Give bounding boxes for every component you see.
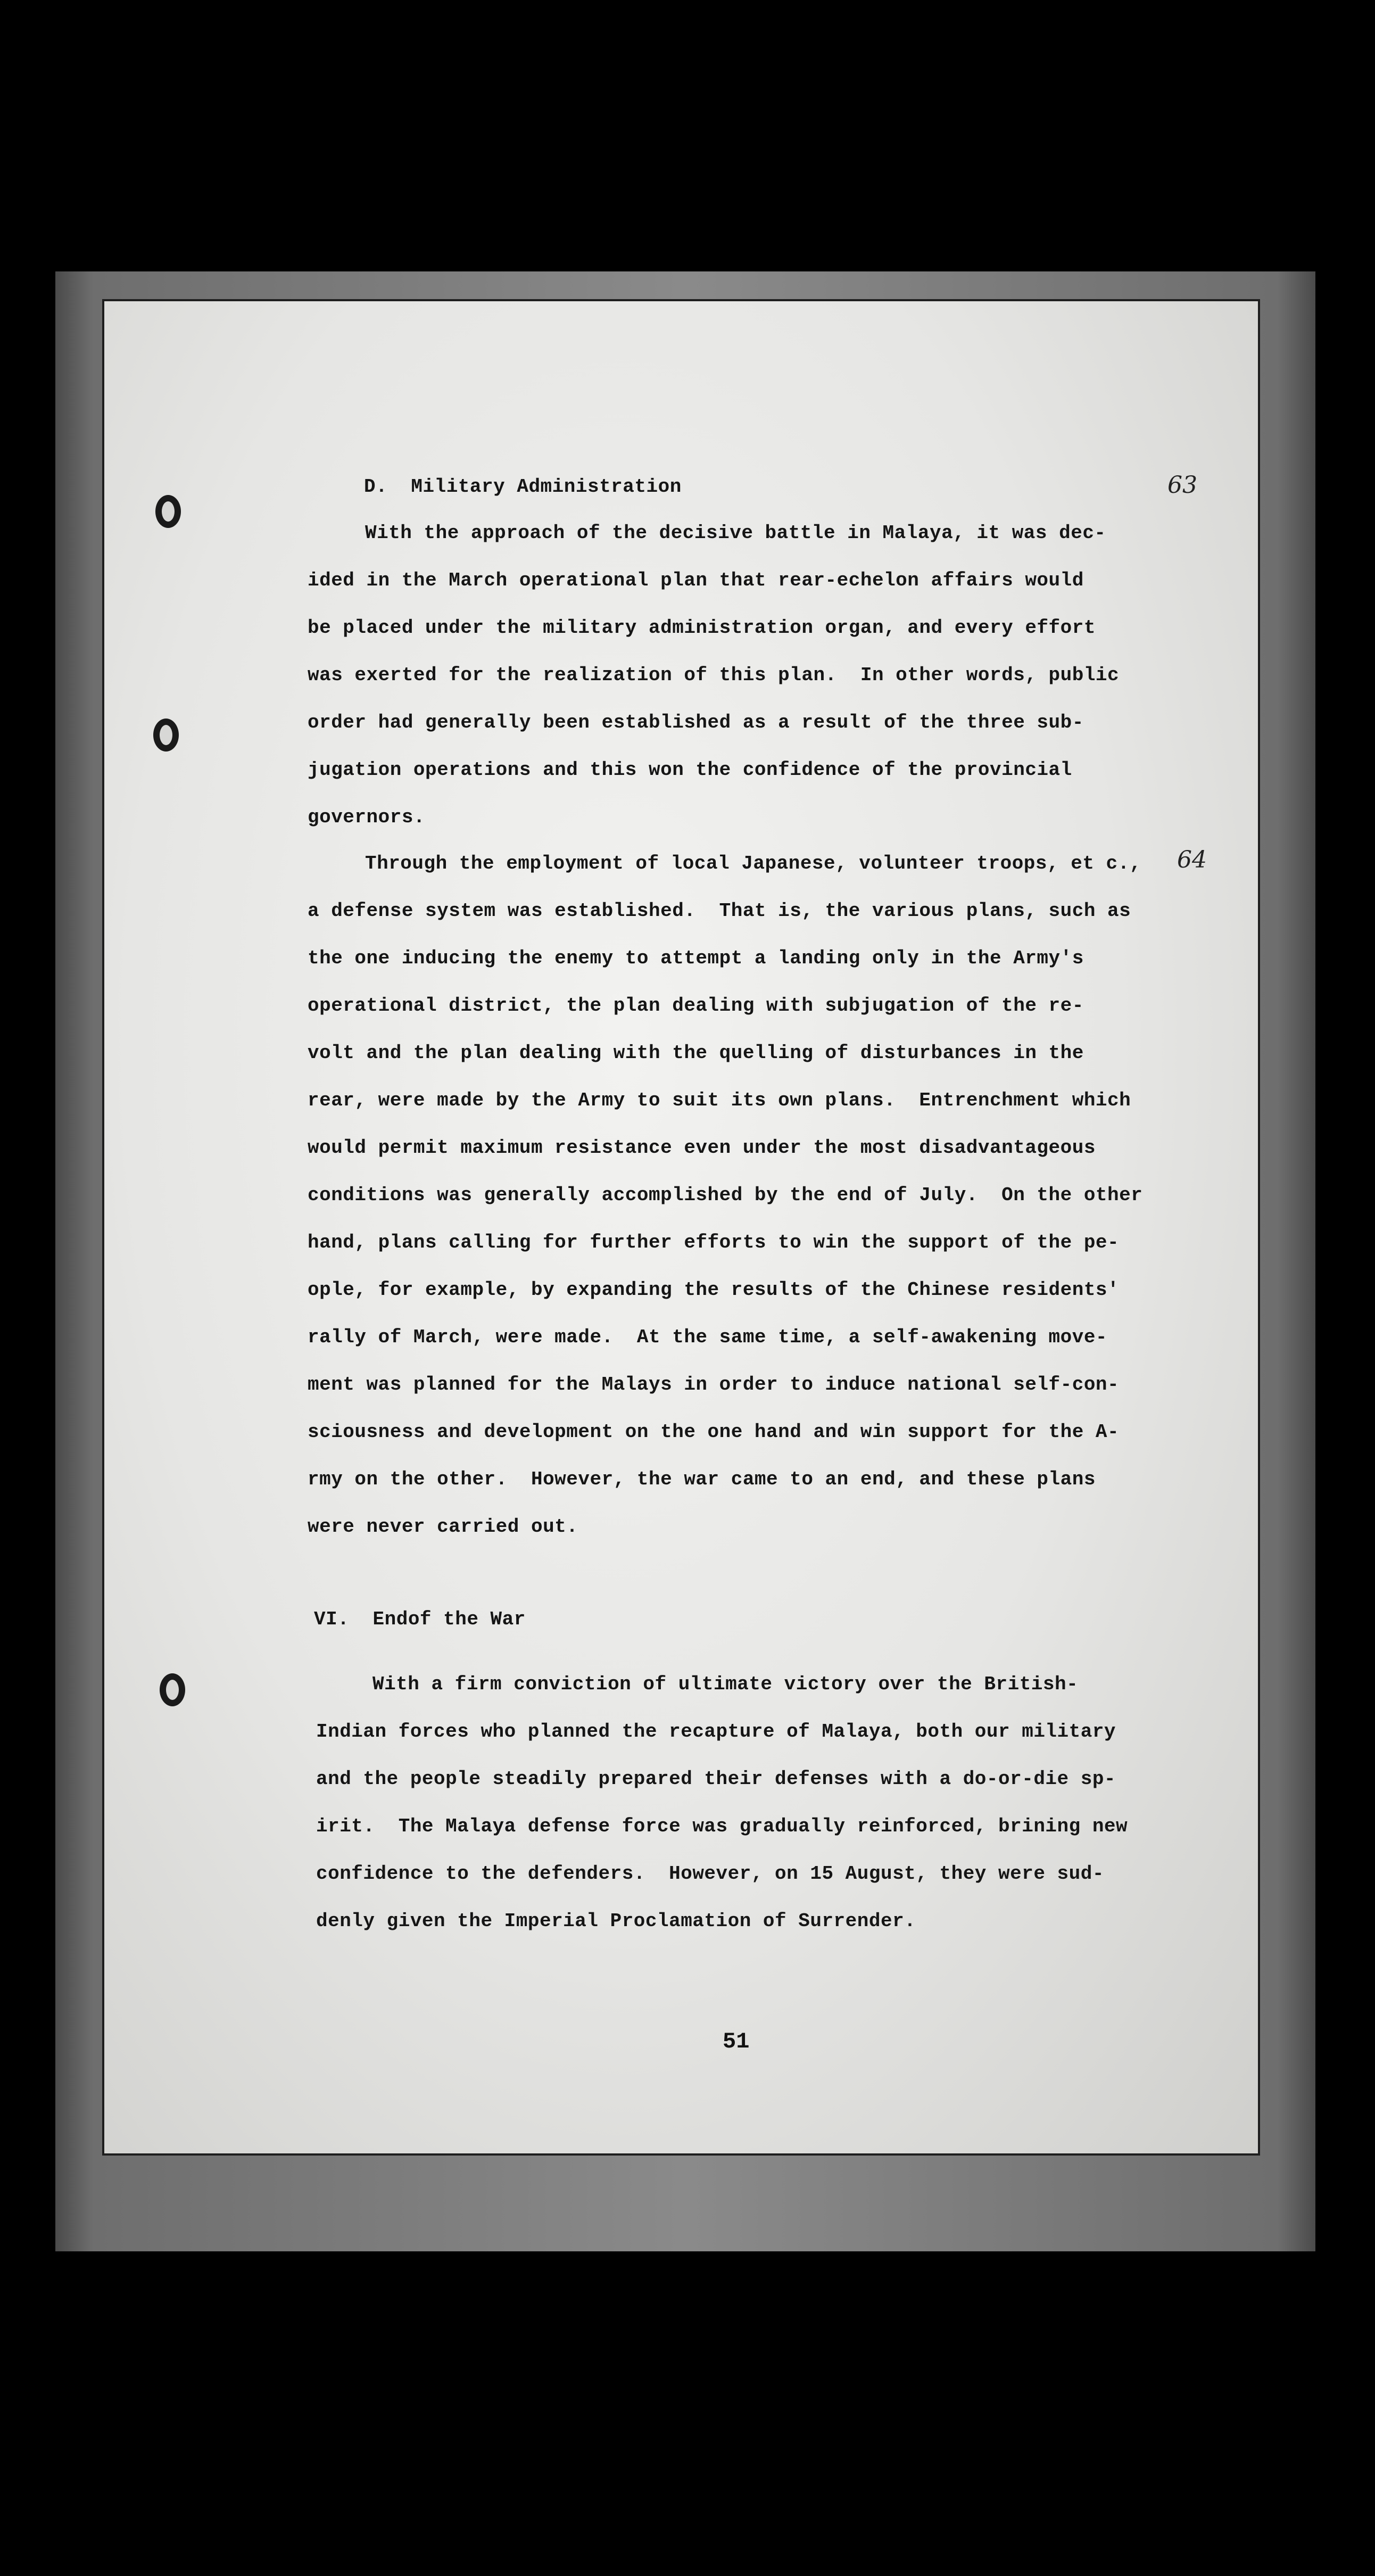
p1-line-4: was exerted for the realization of this plan. In other words, public	[308, 664, 1120, 686]
document-page	[104, 301, 1258, 2153]
margin-note-63: 63	[1167, 472, 1197, 499]
p3-line-1: With a firm conviction of ultimate victory over the British-	[372, 1673, 1079, 1695]
p2-line-8: conditions was generally accomplished by the end of July. On the other	[308, 1184, 1143, 1206]
p2-line-13: sciousness and development on the one hand and win support for the A-	[308, 1421, 1120, 1443]
p3-line-5: confidence to the defenders. However, on 15 August, they were sud-	[316, 1863, 1104, 1885]
punch-hole-2	[153, 719, 179, 752]
p1-line-6: jugation operations and this won the confidence of the provincial	[308, 759, 1072, 781]
p3-line-6: denly given the Imperial Proclamation of Surrender.	[316, 1910, 916, 1932]
p2-line-15: were never carried out.	[308, 1516, 578, 1538]
p2-line-1: Through the employment of local Japanese, volunteer troops, et c.,	[365, 853, 1141, 874]
p2-line-12: ment was planned for the Malays in order to induce national self-con-	[308, 1374, 1120, 1396]
section-vi-heading: VI. Endof the War	[314, 1608, 526, 1630]
p1-line-3: be placed under the military administration organ, and every effort	[308, 617, 1096, 639]
section-d-heading: D. Military Administration	[364, 476, 682, 498]
p1-line-5: order had generally been established as a result of the three sub-	[308, 712, 1084, 733]
p2-line-4: operational district, the plan dealing with subjugation of the re-	[308, 995, 1084, 1017]
p2-line-10: ople, for example, by expanding the results of the Chinese residents'	[308, 1279, 1120, 1301]
p3-line-3: and the people steadily prepared their defenses with a do-or-die sp-	[316, 1768, 1116, 1790]
margin-note-64: 64	[1177, 846, 1207, 873]
p2-line-9: hand, plans calling for further efforts to win the support of the pe-	[308, 1232, 1120, 1253]
p1-line-7: governors.	[308, 806, 426, 828]
punch-hole-3	[160, 1673, 185, 1706]
p2-line-6: rear, were made by the Army to suit its own plans. Entrenchment which	[308, 1089, 1131, 1111]
p3-line-2: Indian forces who planned the recapture of Malaya, both our military	[316, 1721, 1116, 1743]
p1-line-2: ided in the March operational plan that rear-echelon affairs would	[308, 569, 1084, 591]
p2-line-7: would permit maximum resistance even under the most disadvantageous	[308, 1137, 1096, 1159]
p3-line-4: irit. The Malaya defense force was gradually reinforced, brining new	[316, 1815, 1128, 1837]
p2-line-11: rally of March, were made. At the same time, a self-awakening move-	[308, 1326, 1108, 1348]
p2-line-2: a defense system was established. That is, the various plans, such as	[308, 900, 1131, 922]
page-number: 51	[723, 2029, 750, 2054]
p2-line-14: rmy on the other. However, the war came to an end, and these plans	[308, 1468, 1096, 1490]
punch-hole-1	[155, 495, 181, 528]
p2-line-3: the one inducing the enemy to attempt a landing only in the Army's	[308, 947, 1084, 969]
p1-line-1: With the approach of the decisive battle in Malaya, it was dec-	[365, 522, 1106, 544]
p2-line-5: volt and the plan dealing with the quelling of disturbances in the	[308, 1042, 1084, 1064]
